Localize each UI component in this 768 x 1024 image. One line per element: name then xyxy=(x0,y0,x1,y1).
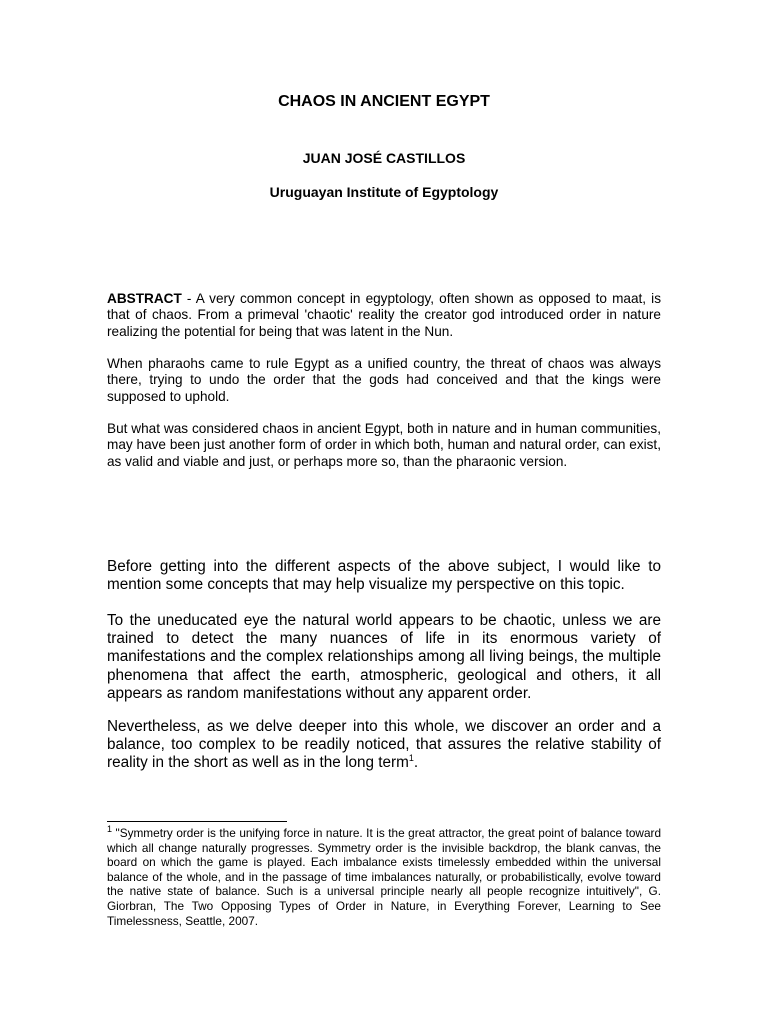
body-paragraph-3 xyxy=(107,718,661,773)
footnote xyxy=(107,826,661,928)
paper-title: CHAOS IN ANCIENT EGYPT xyxy=(278,93,490,110)
abstract-text-1: - A very common concept in egyptology, often shown as opposed to maat, is that of chaos. From a primeval 'chaotic' reality the creator god introduced order in nature realizing the potential for being that was latent in the Nun. xyxy=(107,291,661,339)
footnote-marker: 1 xyxy=(107,824,113,835)
footnote-reference[interactable]: 1 xyxy=(408,753,414,764)
body-paragraph-1: Before getting into the different aspects of the above subject, I would like to mention some concepts that may help visualize my perspective on this topic. xyxy=(107,558,661,594)
footnote-divider xyxy=(107,821,287,822)
footnote-text: "Symmetry order is the unifying force in nature. It is the great attractor, the great point of balance toward which all change naturally progresses. Symmetry order is the invisible backdrop, the blank canvas, the board on which the game is played. Each imbalance exists timelessly embedded within the universal balance of the whole, and in the passage of time imbalances naturally, or probabilistically, evolve toward the native state of balance. Such is a universal principle nearly all people recognize intuitively", G. Giorbran, The Two Opposing Types of Order in Nature, in Everything Forever, Learning to See Timelessness, Seattle, 2007. xyxy=(107,826,661,928)
body-paragraph-2: To the uneducated eye the natural world appears to be chaotic, unless we are trained to detect the many nuances of life in its enormous variety of manifestations and the complex relationships among all living beings, the multiple phenomena that affect the earth, atmospheric, geological and others, it all appears as random manifestations without any apparent order. xyxy=(107,612,661,702)
body-paragraph-3-end: . xyxy=(413,754,419,772)
body-paragraph-3-text: Nevertheless, as we delve deeper into this whole, we discover an order and a balance, too complex to be readily noticed, that assures the relative stability of reality in the short as well as in the long term xyxy=(107,718,661,772)
abstract-paragraph-2: When pharaohs came to rule Egypt as a unified country, the threat of chaos was always there, trying to undo the order that the gods had conceived and that the kings were supposed to uphold. xyxy=(107,356,661,404)
institution-name: Uruguayan Institute of Egyptology xyxy=(269,184,499,200)
abstract-paragraph-1 xyxy=(107,291,661,340)
author-name: JUAN JOSÉ CASTILLOS xyxy=(302,150,466,166)
abstract-paragraph-3: But what was considered chaos in ancient Egypt, both in nature and in human communities, may have been just another form of order in which both, human and natural order, can exist, as valid and viable and just, or perhaps more so, than the pharaonic version. xyxy=(107,421,661,469)
abstract-label: ABSTRACT xyxy=(107,291,182,306)
